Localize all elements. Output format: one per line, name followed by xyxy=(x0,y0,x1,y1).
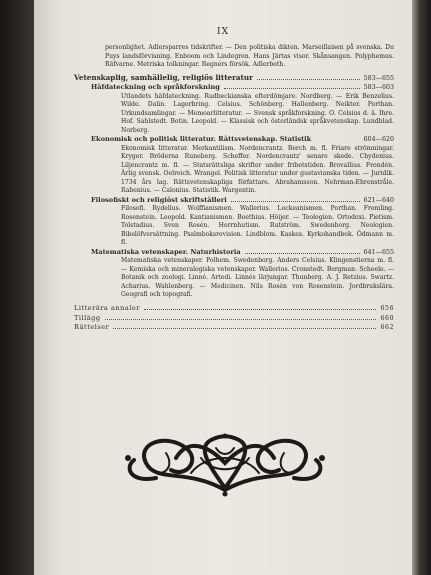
subsection-text: Filosofi. Rydelius. Wolffianismen. Wallerius. Lockeanismen. Porthan. Fremling. Rosenstein. Leopold. Kantianismen. Boethius. Höijer. — Teologien. Ortodoxi. Pietism. Tolstadius. Sven Rosén. Herrnhutism. Rutström. Swedenborg. Neologien. Bibelöfversättning. Psalmboksrevision. Lindblom. Kaskes. Kyrkohandbok. Ödmann m. fl. xyxy=(121,205,394,247)
leader-dots xyxy=(257,74,360,80)
table-of-contents xyxy=(74,44,394,333)
leader-dots xyxy=(245,248,360,254)
entry-title: Rättelser xyxy=(74,323,110,332)
leader-dots xyxy=(144,304,376,310)
end-entries xyxy=(74,304,394,333)
subsection-heading xyxy=(74,248,394,258)
leader-space xyxy=(315,136,359,141)
subsection-title: Filosofiskt och religiöst skriftställeri xyxy=(91,195,227,204)
subsection-heading xyxy=(74,196,394,206)
subsection-pages: 641—655 xyxy=(363,248,394,256)
section-pages: 583—655 xyxy=(363,74,394,82)
leader-dots xyxy=(224,83,360,89)
end-entry xyxy=(74,314,394,324)
subsection-heading xyxy=(74,83,394,93)
ornament-vignette xyxy=(116,428,334,498)
section-title: Vetenskaplig, samhällelig, religiös litteratur xyxy=(74,72,253,82)
entry-title: Tillägg xyxy=(74,313,101,322)
page-number: IX xyxy=(217,27,229,37)
subsection-text: Utlandets häfdateckning. Rudbeckianska efterdömjare. Nordberg. — Erik Benzelius. Wilde. Dalin. Lagerbring. Celsius. Schönberg. Hallenberg. Neikter. Porthan. Urkundsamlingar. — Memoarlitteratur. — Svensk språkforskning. O. Celsius d. ä. Ihre. Hof. Sahlstedt. Botin. Leopold. — Klassisk och österländsk språkvetenskap. Lundblad. Norberg. xyxy=(121,92,394,134)
intro-paragraph: personlighet. Adlersparres tidskrifter. — Den politiska dikten. Marseillaisen på svenska. Du Puys landsförvisning. Enboom och Lindegren. Hans Järtas visor. Skånsangen. Polyphemus. Räfvarne. Metriska tolkningar. Regnérs försök. Adlerbeth. xyxy=(105,44,394,68)
subsection-pages: 583—603 xyxy=(363,84,394,92)
subsection-title: Matematiska vetenskaper. Naturhistoria xyxy=(91,247,241,256)
entry-pages: 662 xyxy=(380,324,394,332)
subsection-text: Matematiska vetenskaper. Polhem. Swedenborg. Anders Celsius. Klingenstierna m. fl. — Kemiska och mineralogiska vetenskaper. Wallerius. Cronstedt. Bergman. Scheele. — Botanik och zoologi. Linné. Artedi. Linnés lärjungar. Thunberg. A. J. Retzius. Swartz. Acharius. Wahlenberg. — Medicinen. Nils Rosén von Rosenstein. Jordbrukslära. Geografi och topografi. xyxy=(121,257,394,299)
entry-title: Litterära annaler xyxy=(74,303,140,312)
end-entry xyxy=(74,323,394,333)
subsection-text: Ekonomisk litteratur. Merkantilism. Nordencrantz. Berch m. fl. Friare strömningar. Kryger. Bröderna Runeberg. Scheffer. Nordencrantz' senare skede. Chydenius. Liljencrantz m. fl. — Statsrättsliga skrifter under frihetstiden. Brovallius. Frondén. Ärlig svensk. Oelreich. Wrangel. Politisk litteratur under gustavianska tiden. — Juridik. 1734 års lag. Rättsvetenskapliga författare. Abrahamsson. Nehrman-Ehrenstråle. Rabenius. — Calonius. Statistik. Wargentin. xyxy=(121,144,394,195)
subsection-title: Häfdateckning och språkforskning xyxy=(91,83,220,92)
end-entry xyxy=(74,304,394,314)
leader-dots xyxy=(113,323,376,329)
subsection-title: Ekonomisk och politisk litteratur. Rättsvetenskap. Statistik xyxy=(91,135,312,144)
subsection-pages: 621—640 xyxy=(363,196,394,204)
subsection-pages: 604—620 xyxy=(363,136,394,144)
book-spine-shadow xyxy=(0,0,34,575)
book-page xyxy=(34,0,412,575)
entry-pages: 660 xyxy=(380,314,394,322)
section-heading xyxy=(74,74,394,84)
leader-dots xyxy=(105,314,377,320)
page-edge-shadow xyxy=(412,0,431,575)
entry-pages: 656 xyxy=(380,304,394,312)
subsection-heading xyxy=(74,135,394,145)
leader-dots xyxy=(231,196,360,202)
